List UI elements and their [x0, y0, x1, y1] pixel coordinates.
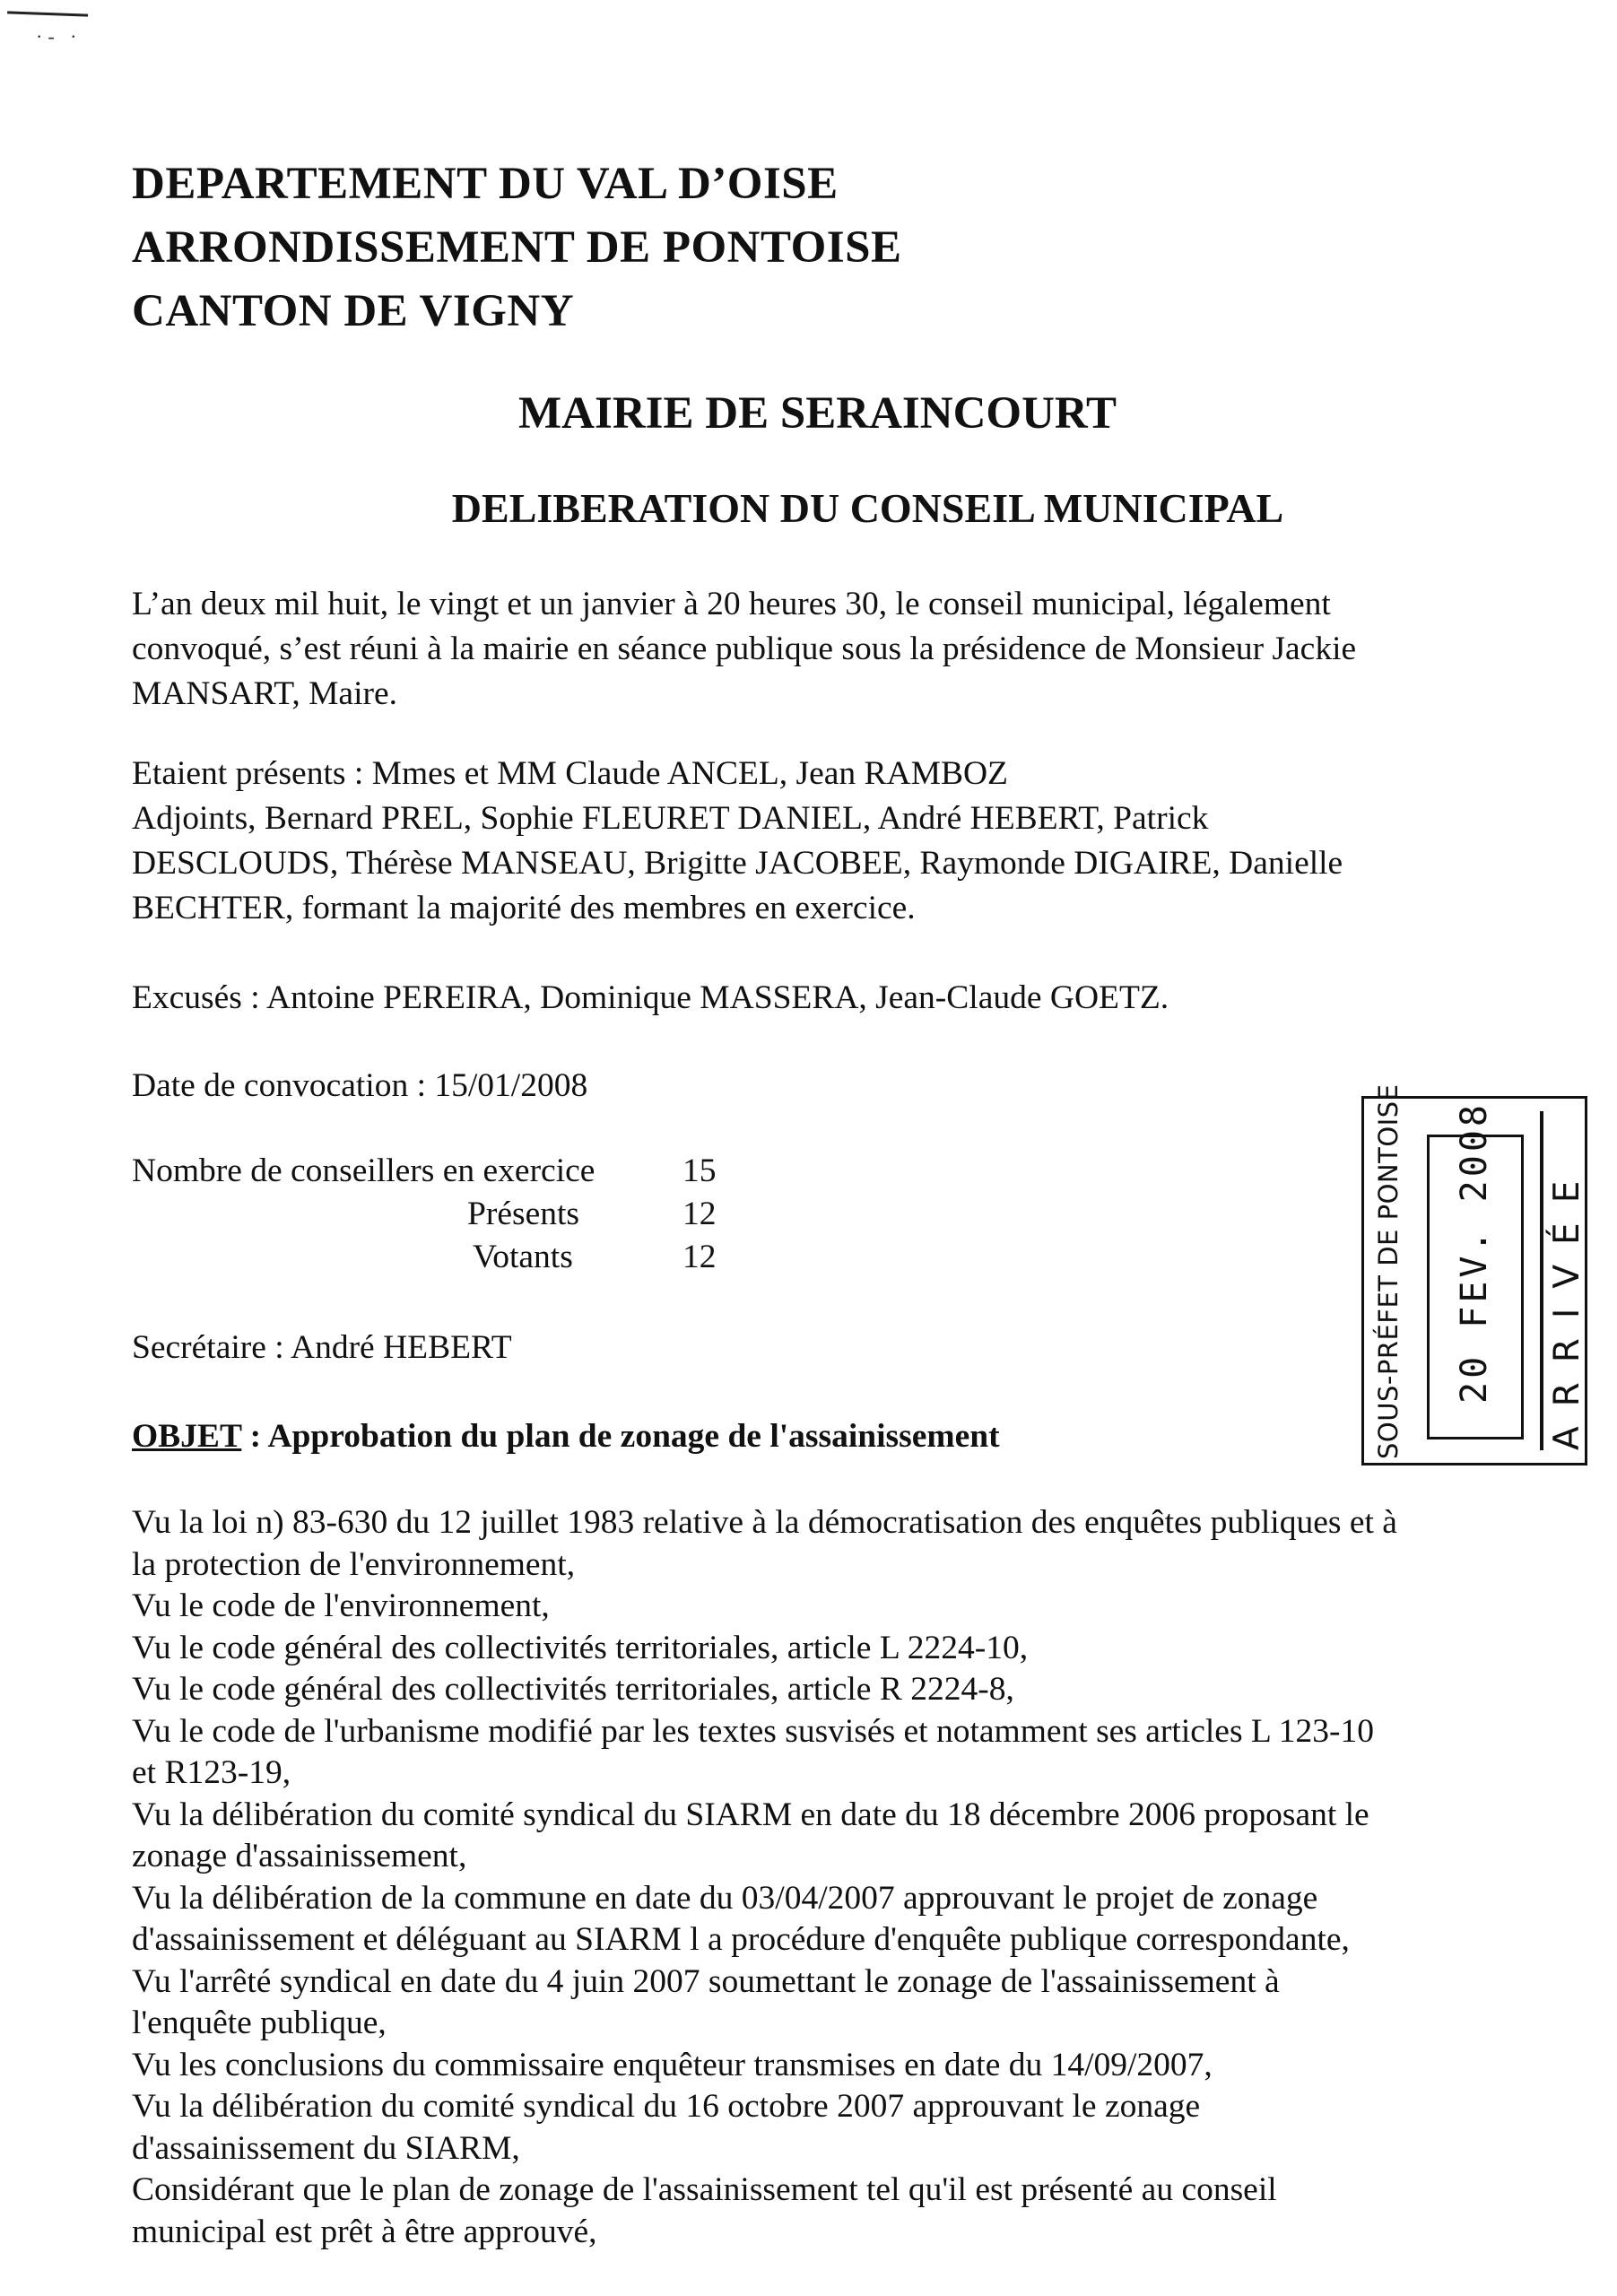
stamp-status: ARRIVÉE — [1547, 1161, 1587, 1450]
arrival-stamp — [1361, 1083, 1587, 1465]
document-title: MAIRIE DE SERAINCOURT — [518, 388, 1117, 439]
considerant-line: d'assainissement du SIARM, — [132, 2129, 520, 2167]
considerant-line: Vu les conclusions du commissaire enquêteur transmises en date du 14/09/2007, — [132, 2046, 1213, 2083]
excuses-line: Excusés : Antoine PEREIRA, Dominique MASSERA, Jean-Claude GOETZ. — [132, 979, 1169, 1016]
objet-heading — [132, 1417, 1000, 1456]
stamp-divider — [1540, 1111, 1543, 1450]
count-label: Présents — [467, 1196, 579, 1232]
presents-line: Etaient présents : Mmes et MM Claude ANCEL, Jean RAMBOZ — [132, 755, 1008, 792]
stamp-issuer: SOUS-PRÉFET DE PONTOISE — [1373, 1083, 1404, 1459]
header-departement: DEPARTEMENT DU VAL D’OISE — [132, 159, 839, 209]
considerant-line: Vu le code général des collectivités territoriales, article L 2224-10, — [132, 1629, 1029, 1666]
count-value: 12 — [682, 1196, 717, 1232]
considerant-line: Vu l'arrêté syndical en date du 4 juin 2007 soumettant le zonage de l'assainissement à — [132, 1962, 1280, 2000]
presents-paragraph — [132, 752, 1343, 931]
considerant-line: Vu le code de l'urbanisme modifié par les textes susvisés et notamment ses articles L 123-10 — [132, 1712, 1375, 1750]
stamp-date: 20 FEV. 2008 — [1454, 1101, 1495, 1404]
count-value: 12 — [682, 1239, 717, 1275]
intro-line: convoqué, s’est réuni à la mairie en séance publique sous la présidence de Monsieur Jackie — [132, 631, 1357, 667]
scan-artifact-dots: ·‐ · — [36, 25, 83, 48]
considerant-line: municipal est prêt à être approuvé, — [132, 2213, 597, 2250]
considerant-line: d'assainissement et déléguant au SIARM l a procédure d'enquête publique correspondante, — [132, 1921, 1350, 1958]
count-label: Nombre de conseillers en exercice — [132, 1152, 596, 1189]
presents-line: Adjoints, Bernard PREL, Sophie FLEURET DANIEL, André HEBERT, Patrick — [132, 800, 1209, 837]
document-header — [132, 152, 901, 344]
header-canton: CANTON DE VIGNY — [132, 286, 575, 336]
considerant-line: la protection de l'environnement, — [132, 1545, 576, 1583]
presents-line: DESCLOUDS, Thérèse MANSEAU, Brigitte JACOBEE, Raymonde DIGAIRE, Danielle — [132, 845, 1343, 882]
document-subtitle: DELIBERATION DU CONSEIL MUNICIPAL — [451, 485, 1284, 531]
considerant-line: Vu le code de l'environnement, — [132, 1587, 550, 1624]
date-convocation: Date de convocation : 15/01/2008 — [132, 1067, 588, 1104]
considerant-line: Considérant que le plan de zonage de l'assainissement tel qu'il est présenté au conseil — [132, 2171, 1277, 2208]
considerant-line: Vu le code général des collectivités territoriales, article R 2224-8, — [132, 1671, 1014, 1708]
considerant-line: zonage d'assainissement, — [132, 1838, 467, 1874]
considerant-line: Vu la loi n) 83-630 du 12 juillet 1983 relative à la démocratisation des enquêtes publiques et à — [132, 1504, 1397, 1541]
count-label: Votants — [473, 1239, 573, 1275]
intro-paragraph — [132, 582, 1356, 717]
intro-line: MANSART, Maire. — [132, 675, 397, 712]
considerants-list — [132, 1502, 1549, 2253]
considerant-line: et R123-19, — [132, 1754, 291, 1791]
considerant-line: Vu la délibération de la commune en date du 03/04/2007 approuvant le projet de zonage — [132, 1879, 1318, 1917]
header-arrondissement: ARRONDISSEMENT DE PONTOISE — [132, 222, 902, 273]
count-value: 15 — [682, 1152, 717, 1189]
considerant-line: l'enquête publique, — [132, 2005, 387, 2041]
considerant-line: Vu la délibération du comité syndical du SIARM en date du 18 décembre 2006 proposant le — [132, 1796, 1369, 1833]
intro-line: L’an deux mil huit, le vingt et un janvier à 20 heures 30, le conseil municipal, légalement — [132, 586, 1331, 622]
scan-artifact-line — [7, 11, 88, 22]
objet-text: : Approbation du plan de zonage de l'assainissement — [241, 1418, 1000, 1455]
objet-keyword: OBJET — [132, 1418, 242, 1455]
considerant-line: Vu la délibération du comité syndical du 16 octobre 2007 approuvant le zonage — [132, 2088, 1201, 2125]
presents-line: BECHTER, formant la majorité des membres en exercice. — [132, 890, 916, 926]
secretaire-line: Secrétaire : André HEBERT — [132, 1329, 512, 1366]
